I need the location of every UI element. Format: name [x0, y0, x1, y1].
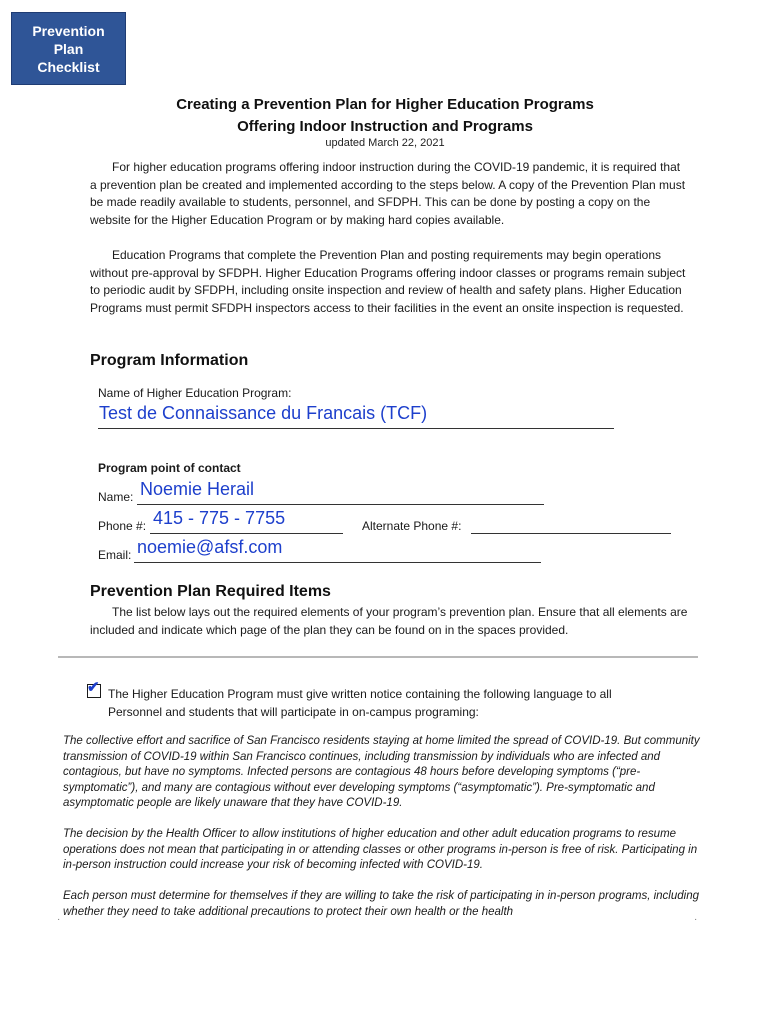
- intro-paragraph-1: For higher education programs offering indoor instruction during the COVID-19 pandemic, it is required that a prevention plan be created and implemented according to the steps below. A copy of the Prevention Plan must be made readily available to students, personnel, and SFDPH. This can be done by posting a copy on the website for the Higher Education Program or by making hard copies available.: [90, 160, 686, 227]
- badge-line-2: Plan: [53, 40, 84, 57]
- contact-name-field[interactable]: Noemie Herail: [140, 479, 255, 499]
- notice-requirement-text: [108, 686, 688, 721]
- email-underline: [134, 562, 541, 563]
- notice-paragraph-2: The decision by the Health Officer to allow institutions of higher education and other adult education programs to resume operations does not mean that participating in or attending classes or other programs in-person is free of risk. Participating in in-person instruction could increase your risk of becoming infected with COVID-19.: [63, 828, 698, 872]
- phone-underline: [150, 533, 343, 534]
- page-edge-mark-right: ·: [694, 914, 698, 925]
- point-of-contact-heading: Program point of contact: [98, 461, 241, 475]
- required-items-heading: Prevention Plan Required Items: [90, 583, 331, 600]
- document-title-line-2: Offering Indoor Instruction and Programs: [237, 118, 533, 135]
- intro-paragraph-2: Education Programs that complete the Prevention Plan and posting requirements may begin operations without pre-approval by SFDPH. Higher Education Programs offering indoor classes or programs remain subject to periodic audit by SFDPH, including onsite inspection and review of health and safety plans. Higher Education Programs must permit SFDPH inspectors access to their facilities in the event an onsite inspection is requested.: [90, 248, 686, 315]
- email-label: Email:: [98, 548, 132, 562]
- notice-requirement-line-2: Personnel and students that will participate in on-campus programing:: [108, 704, 479, 719]
- page-edge-mark-left: ·: [57, 914, 61, 925]
- notice-paragraph-1: The collective effort and sacrifice of San Francisco residents staying at home limited the spread of COVID-19. But community transmission of COVID-19 within San Francisco continues, including transmission by individuals who are infected and contagious, but have no symptoms. Infected persons are contagious 48 hours before developing symptoms (“pre-symptomatic”), and many are contagious without ever developing symptoms (“asymptomatic”). Pre-symptomatic and asymptomatic people are likely unaware that they have COVID-19.: [63, 735, 700, 810]
- contact-name-underline: [137, 504, 544, 505]
- phone-field[interactable]: 415 - 775 - 7755: [153, 508, 286, 528]
- badge-line-3: Checklist: [37, 58, 100, 75]
- document-title-line-1: Creating a Prevention Plan for Higher Education Programs: [176, 96, 594, 113]
- program-name-field[interactable]: Test de Connaissance du Francais (TCF): [99, 403, 428, 423]
- badge-line-1: Prevention: [32, 22, 105, 39]
- program-name-underline: [98, 428, 614, 429]
- program-information-heading: Program Information: [90, 352, 249, 369]
- alternate-phone-label: Alternate Phone #:: [362, 519, 462, 533]
- alternate-phone-underline: [471, 533, 671, 534]
- phone-label: Phone #:: [98, 519, 147, 533]
- prevention-plan-checklist-badge: [11, 12, 126, 85]
- notice-paragraph-3: Each person must determine for themselves if they are willing to take the risk of participating in in-person programs, including whether they need to take additional precautions to protect their own health or the health: [63, 890, 699, 918]
- notice-requirement-line-1: The Higher Education Program must give written notice containing the following language to all: [108, 687, 612, 701]
- contact-name-label: Name:: [98, 490, 134, 504]
- notice-language-checkbox[interactable]: [87, 679, 101, 698]
- email-field[interactable]: noemie@afsf.com: [137, 537, 283, 557]
- updated-date: updated March 22, 2021: [325, 137, 445, 149]
- program-name-label: Name of Higher Education Program:: [98, 386, 292, 400]
- required-items-intro: The list below lays out the required elements of your program’s prevention plan. Ensure that all elements are included and indicate which page of the plan they can be found on in the spaces provided.: [90, 605, 688, 637]
- section-divider: [58, 656, 698, 658]
- checkmark-icon: ✔: [87, 679, 100, 696]
